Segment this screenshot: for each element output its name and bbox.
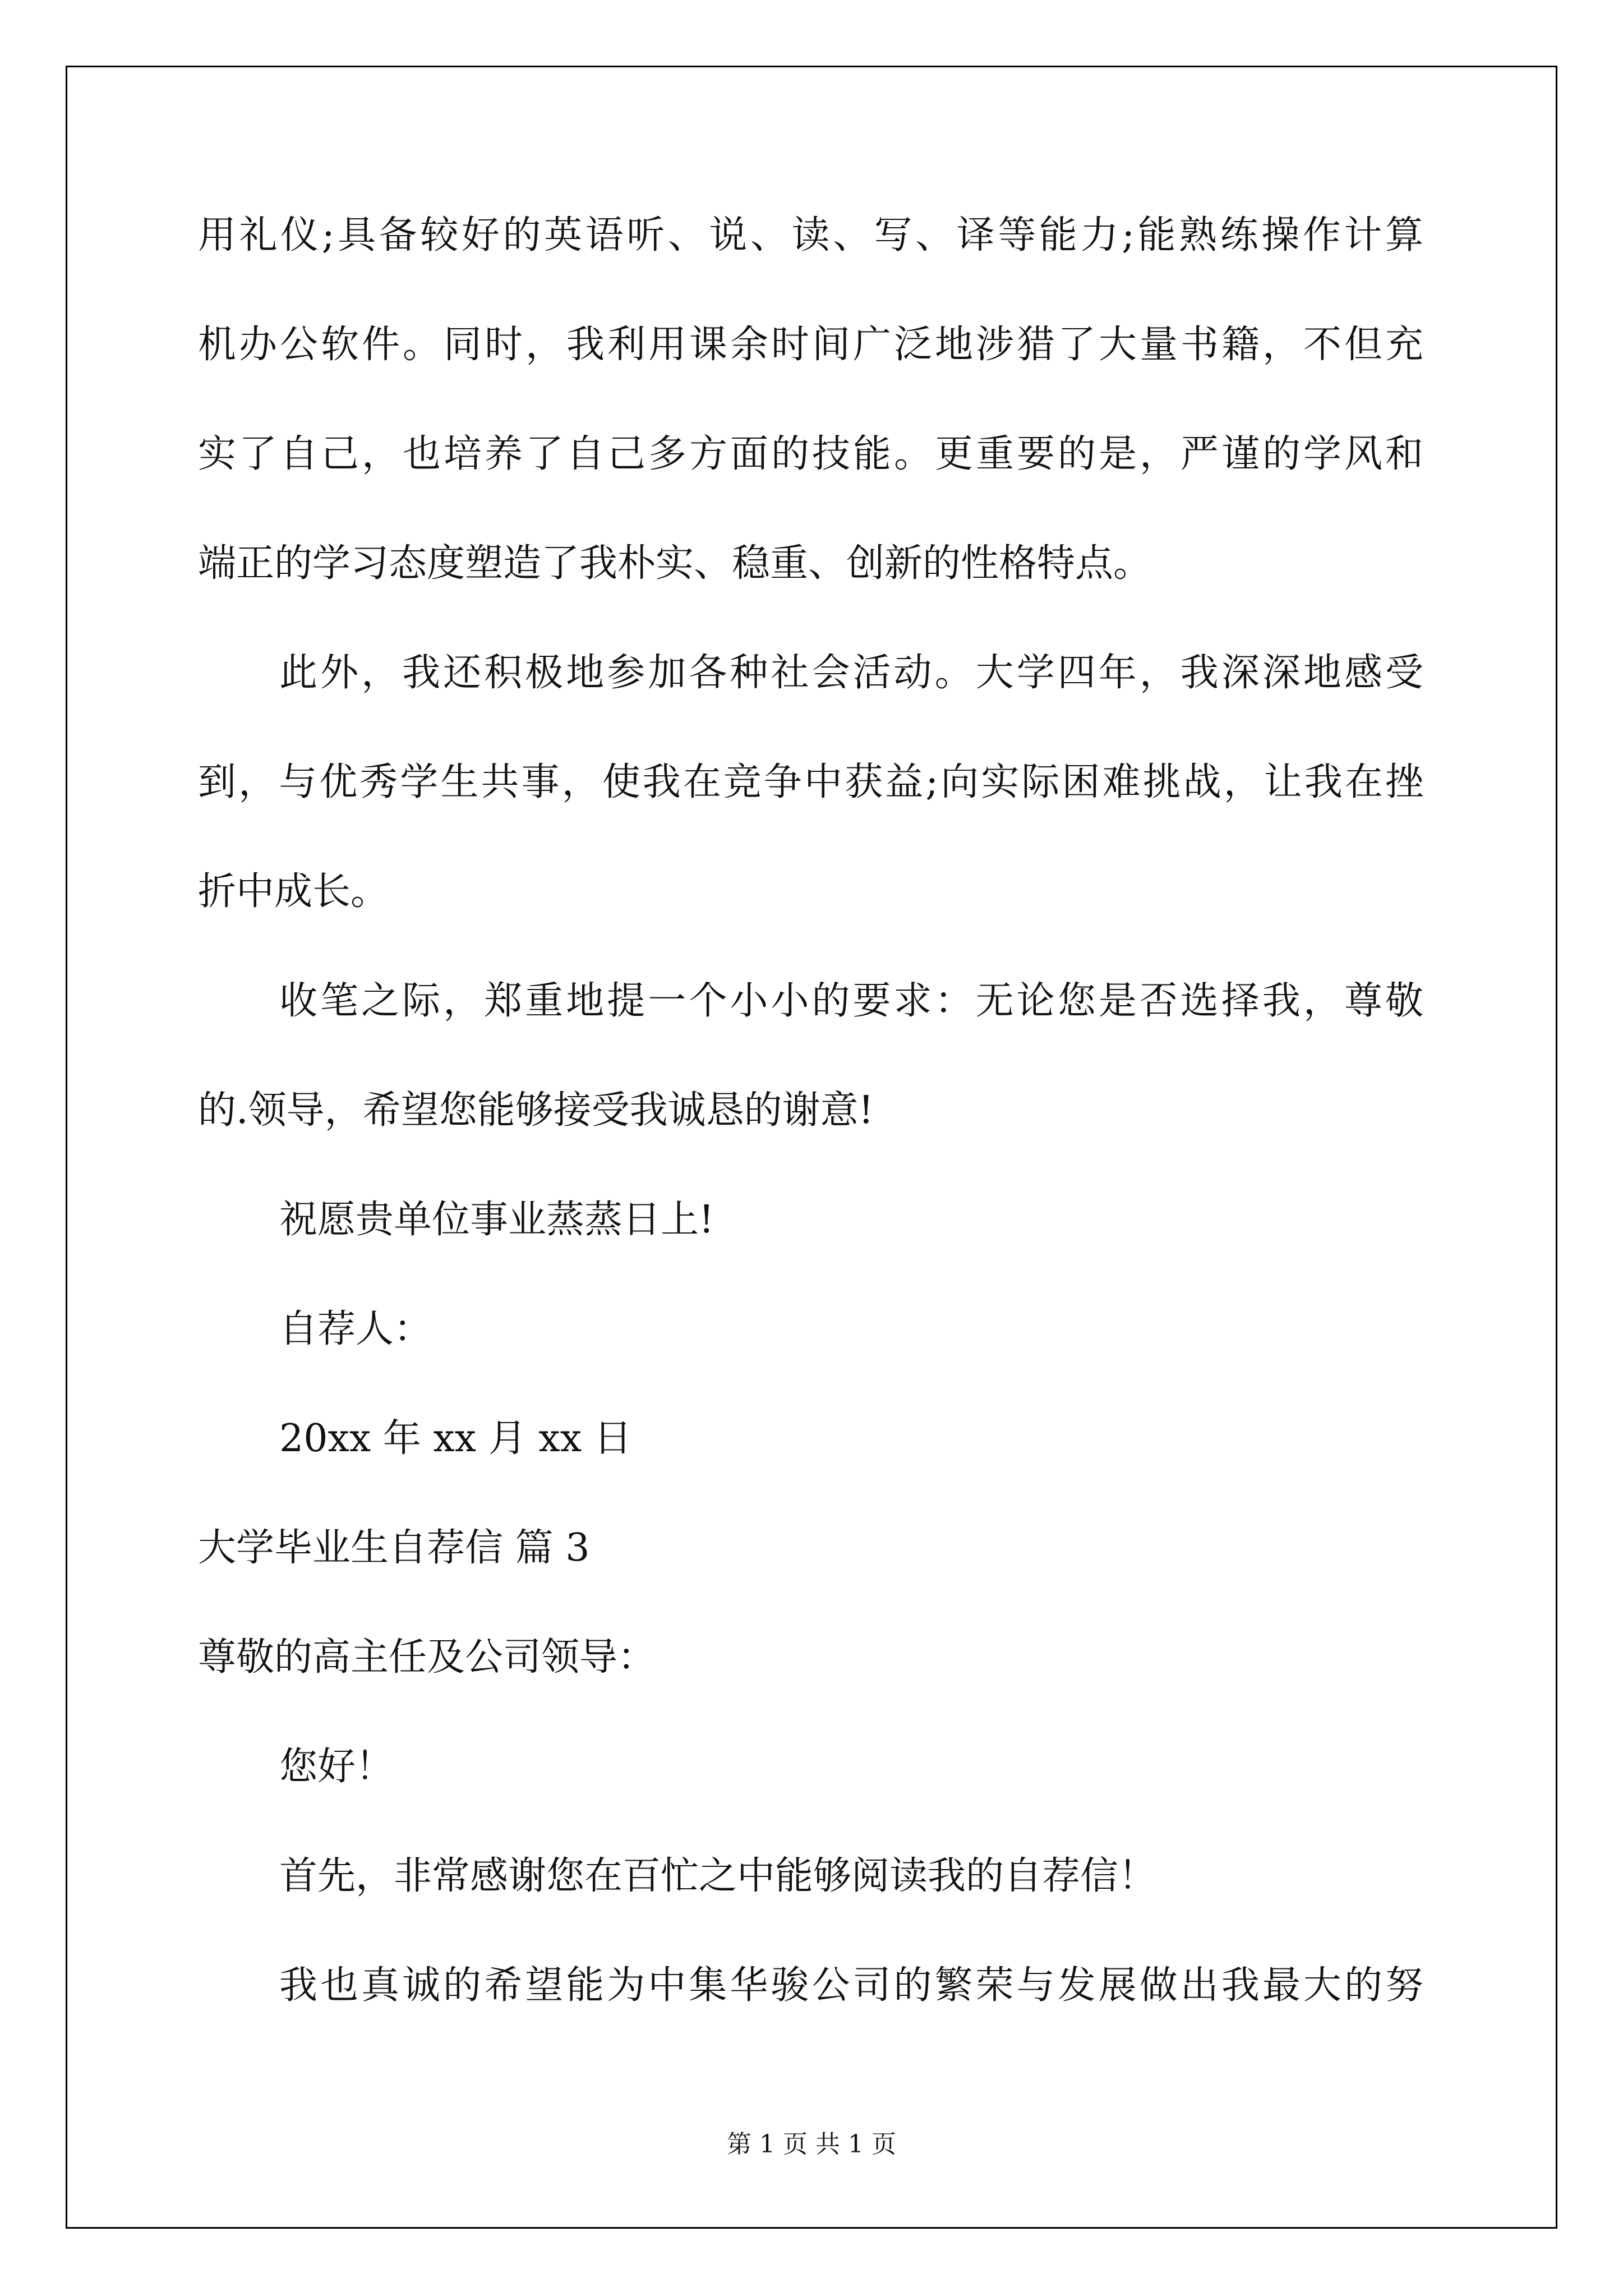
salutation: 尊敬的高主任及公司领导： [198, 1635, 656, 1680]
paragraph-line: 我也真诚的希望能为中集华骏公司的繁荣与发展做出我最大的努 [279, 1963, 1423, 2008]
paragraph-line: 到，与优秀学生共事，使我在竞争中获益;向实际困难挑战，让我在挫 [198, 760, 1423, 804]
paragraph-line: 机办公软件。同时，我利用课余时间广泛地涉猎了大量书籍，不但充 [198, 323, 1423, 367]
page-border [66, 66, 1557, 2229]
greeting: 您好！ [279, 1745, 394, 1789]
signature-label: 自荐人： [279, 1307, 432, 1351]
paragraph-line: 首先，非常感谢您在百忙之中能够阅读我的自荐信！ [279, 1854, 1157, 1898]
paragraph-line: 实了自己，也培养了自己多方面的技能。更重要的是，严谨的学风和 [198, 432, 1423, 476]
section-heading: 大学毕业生自荐信 篇 3 [198, 1526, 590, 1570]
paragraph-line: 的.领导，希望您能够接受我诚恳的谢意! [198, 1088, 874, 1133]
closing-wish: 祝愿贵单位事业蒸蒸日上! [279, 1198, 714, 1242]
paragraph-line: 此外，我还积极地参加各种社会活动。大学四年，我深深地感受 [279, 651, 1423, 695]
paragraph-line: 用礼仪;具备较好的英语听、说、读、写、译等能力;能熟练操作计算 [198, 213, 1423, 257]
paragraph-line: 端正的学习态度塑造了我朴实、稳重、创新的性格特点。 [198, 541, 1152, 586]
paragraph-line: 折中成长。 [198, 869, 389, 914]
page-footer: 第 1 页 共 1 页 [727, 2130, 896, 2159]
date-line: 20xx 年 xx 月 xx 日 [279, 1416, 632, 1461]
paragraph-line: 收笔之际，郑重地提一个小小的要求：无论您是否选择我，尊敬 [279, 979, 1423, 1023]
